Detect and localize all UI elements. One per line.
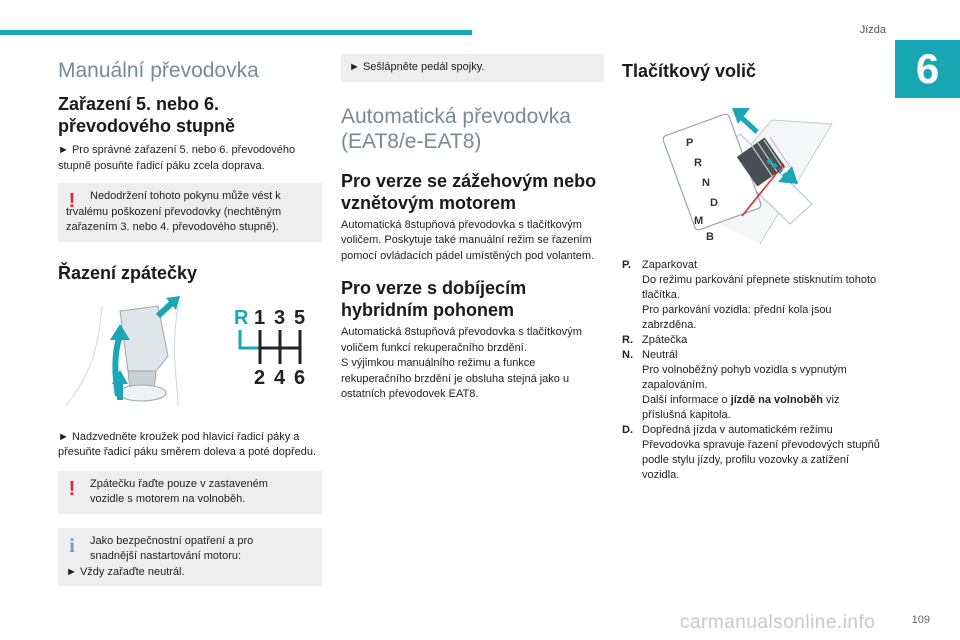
warning2-rest: vozidle s motorem na volnoběh. bbox=[90, 493, 246, 505]
gear-5-6-heading: Zařazení 5. nebo 6. převodového stupně bbox=[58, 94, 236, 136]
selector-n: N bbox=[702, 177, 710, 189]
legend-key: P. bbox=[622, 259, 631, 271]
legend-line: Neutrál bbox=[642, 349, 678, 361]
page-number: 109 bbox=[911, 614, 930, 626]
info-first-line: Jako bezpečnostní opatření a pro bbox=[90, 534, 254, 547]
warning-icon: ! bbox=[68, 477, 76, 500]
clutch-note-text: ► Sešlápněte pedál spojky. bbox=[349, 61, 485, 73]
selector-m: M bbox=[694, 215, 704, 227]
info-note-neutral bbox=[58, 528, 322, 587]
legend-key: N. bbox=[622, 349, 633, 361]
legend-row-r bbox=[622, 333, 887, 348]
watermark: carmanualsonline.info bbox=[680, 612, 876, 633]
clutch-note bbox=[341, 54, 604, 82]
legend-key: R. bbox=[622, 334, 633, 346]
chapter-number-badge: 6 bbox=[895, 40, 960, 98]
selector-d: D bbox=[710, 197, 718, 209]
selector-legend bbox=[622, 258, 887, 483]
legend-key: D. bbox=[622, 424, 633, 436]
auto-gearbox-title: Automatická převodovka (EAT8/e-EAT8) bbox=[341, 104, 571, 153]
legend-line: Do režimu parkování přepnete stisknutím tohoto tlačítka. bbox=[642, 274, 877, 301]
legend-row-n bbox=[622, 348, 887, 423]
legend-line-idle-info bbox=[642, 393, 887, 423]
selector-r: R bbox=[694, 157, 702, 169]
petrol-heading: Pro verze se zážehovým nebo vznětovým motorem bbox=[341, 170, 597, 213]
warning2-first-line: Zpátečku řaďte pouze v zastaveném bbox=[90, 477, 268, 490]
warning-rest: trvalému poškození převodovky (nechtěným zařazením 3. nebo 4. převodového stupně). bbox=[66, 205, 282, 233]
reverse-gear-figure bbox=[58, 296, 322, 416]
button-selector-figure bbox=[622, 94, 887, 244]
selector-illustration bbox=[622, 94, 887, 244]
middle-column bbox=[341, 54, 604, 403]
legend-line: Dopředná jízda v automatickém režimu bbox=[642, 424, 833, 436]
reverse-text: ► Nadzvedněte kroužek pod hlavicí řadicí páky a přesuňte řadicí páku směrem doleva a poté dopředu. bbox=[58, 430, 317, 458]
shift-label-3: 3 bbox=[274, 306, 286, 329]
legend-row-p bbox=[622, 258, 887, 333]
manual-gearbox-title: Manuální převodovka bbox=[58, 59, 259, 82]
legend-text-pre: Další informace o bbox=[642, 394, 731, 406]
shift-label-6: 6 bbox=[294, 366, 306, 388]
top-accent-bar bbox=[0, 30, 472, 35]
left-column bbox=[58, 54, 322, 586]
info-mid-line: snadnější nastartování motoru: bbox=[90, 550, 242, 562]
info-last-line: ► Vždy zařaďte neutrál. bbox=[66, 565, 185, 578]
legend-value: Zpátečka bbox=[642, 334, 688, 346]
legend-text-bold: jízdě na volnoběh bbox=[730, 394, 823, 406]
hybrid-text-1: Automatická 8stupňová převodovka s tlačítkovým voličem funkcí rekuperačního brzdění. bbox=[341, 326, 582, 354]
legend-line: Zaparkovat bbox=[642, 259, 698, 271]
shift-label-5: 5 bbox=[294, 306, 306, 329]
legend-value bbox=[642, 348, 887, 423]
selector-b: B bbox=[706, 231, 714, 243]
shift-pattern-diagram bbox=[230, 302, 320, 388]
shift-label-1: 1 bbox=[254, 306, 266, 329]
gear-5-6-text: ► Pro správné zařazení 5. nebo 6. převodového stupně posuňte řadicí páku zcela doprava. bbox=[58, 144, 296, 172]
legend-line: Pro volnoběžný pohyb vozidla s vypnutým zapalováním. bbox=[642, 364, 847, 391]
warning-note-gearbox bbox=[58, 183, 322, 242]
warning-note-reverse bbox=[58, 471, 322, 514]
info-icon: i bbox=[69, 534, 75, 557]
legend-value bbox=[642, 258, 887, 333]
shift-label-r: R bbox=[234, 306, 249, 329]
warning-icon: ! bbox=[68, 190, 76, 212]
legend-text-post: viz příslušná kapitola. bbox=[642, 394, 840, 421]
button-selector-title: Tlačítkový volič bbox=[622, 61, 757, 81]
shift-label-2: 2 bbox=[254, 366, 266, 388]
warning-first-line: Nedodržení tohoto pokynu může vést k bbox=[90, 190, 281, 202]
section-label: Jízda bbox=[859, 24, 886, 36]
shift-label-4: 4 bbox=[274, 366, 286, 388]
legend-line: Převodovka spravuje řazení převodových stupňů podle stylu jízdy, profilu vozovky a zatížení vozidla. bbox=[642, 439, 880, 481]
selector-p: P bbox=[686, 137, 694, 149]
legend-value bbox=[642, 423, 887, 483]
hybrid-heading: Pro verze s dobíjecím hybridním pohonem bbox=[341, 278, 527, 320]
reverse-heading: Řazení zpátečky bbox=[58, 262, 198, 283]
legend-line: Pro parkování vozidla: přední kola jsou zabrzděna. bbox=[642, 304, 832, 331]
legend-row-d bbox=[622, 423, 887, 483]
hybrid-text-2: S výjimkou manuálního režimu a funkce rekuperačního brzdění je obsluha stejná jako u ostatních převodovek EAT8. bbox=[341, 357, 570, 400]
petrol-text: Automatická 8stupňová převodovka s tlačítkovým voličem. Poskytuje také manuální režim se řazením pomocí ovládacích pádel umístěných pod volantem. bbox=[341, 218, 595, 262]
right-column bbox=[622, 54, 887, 483]
